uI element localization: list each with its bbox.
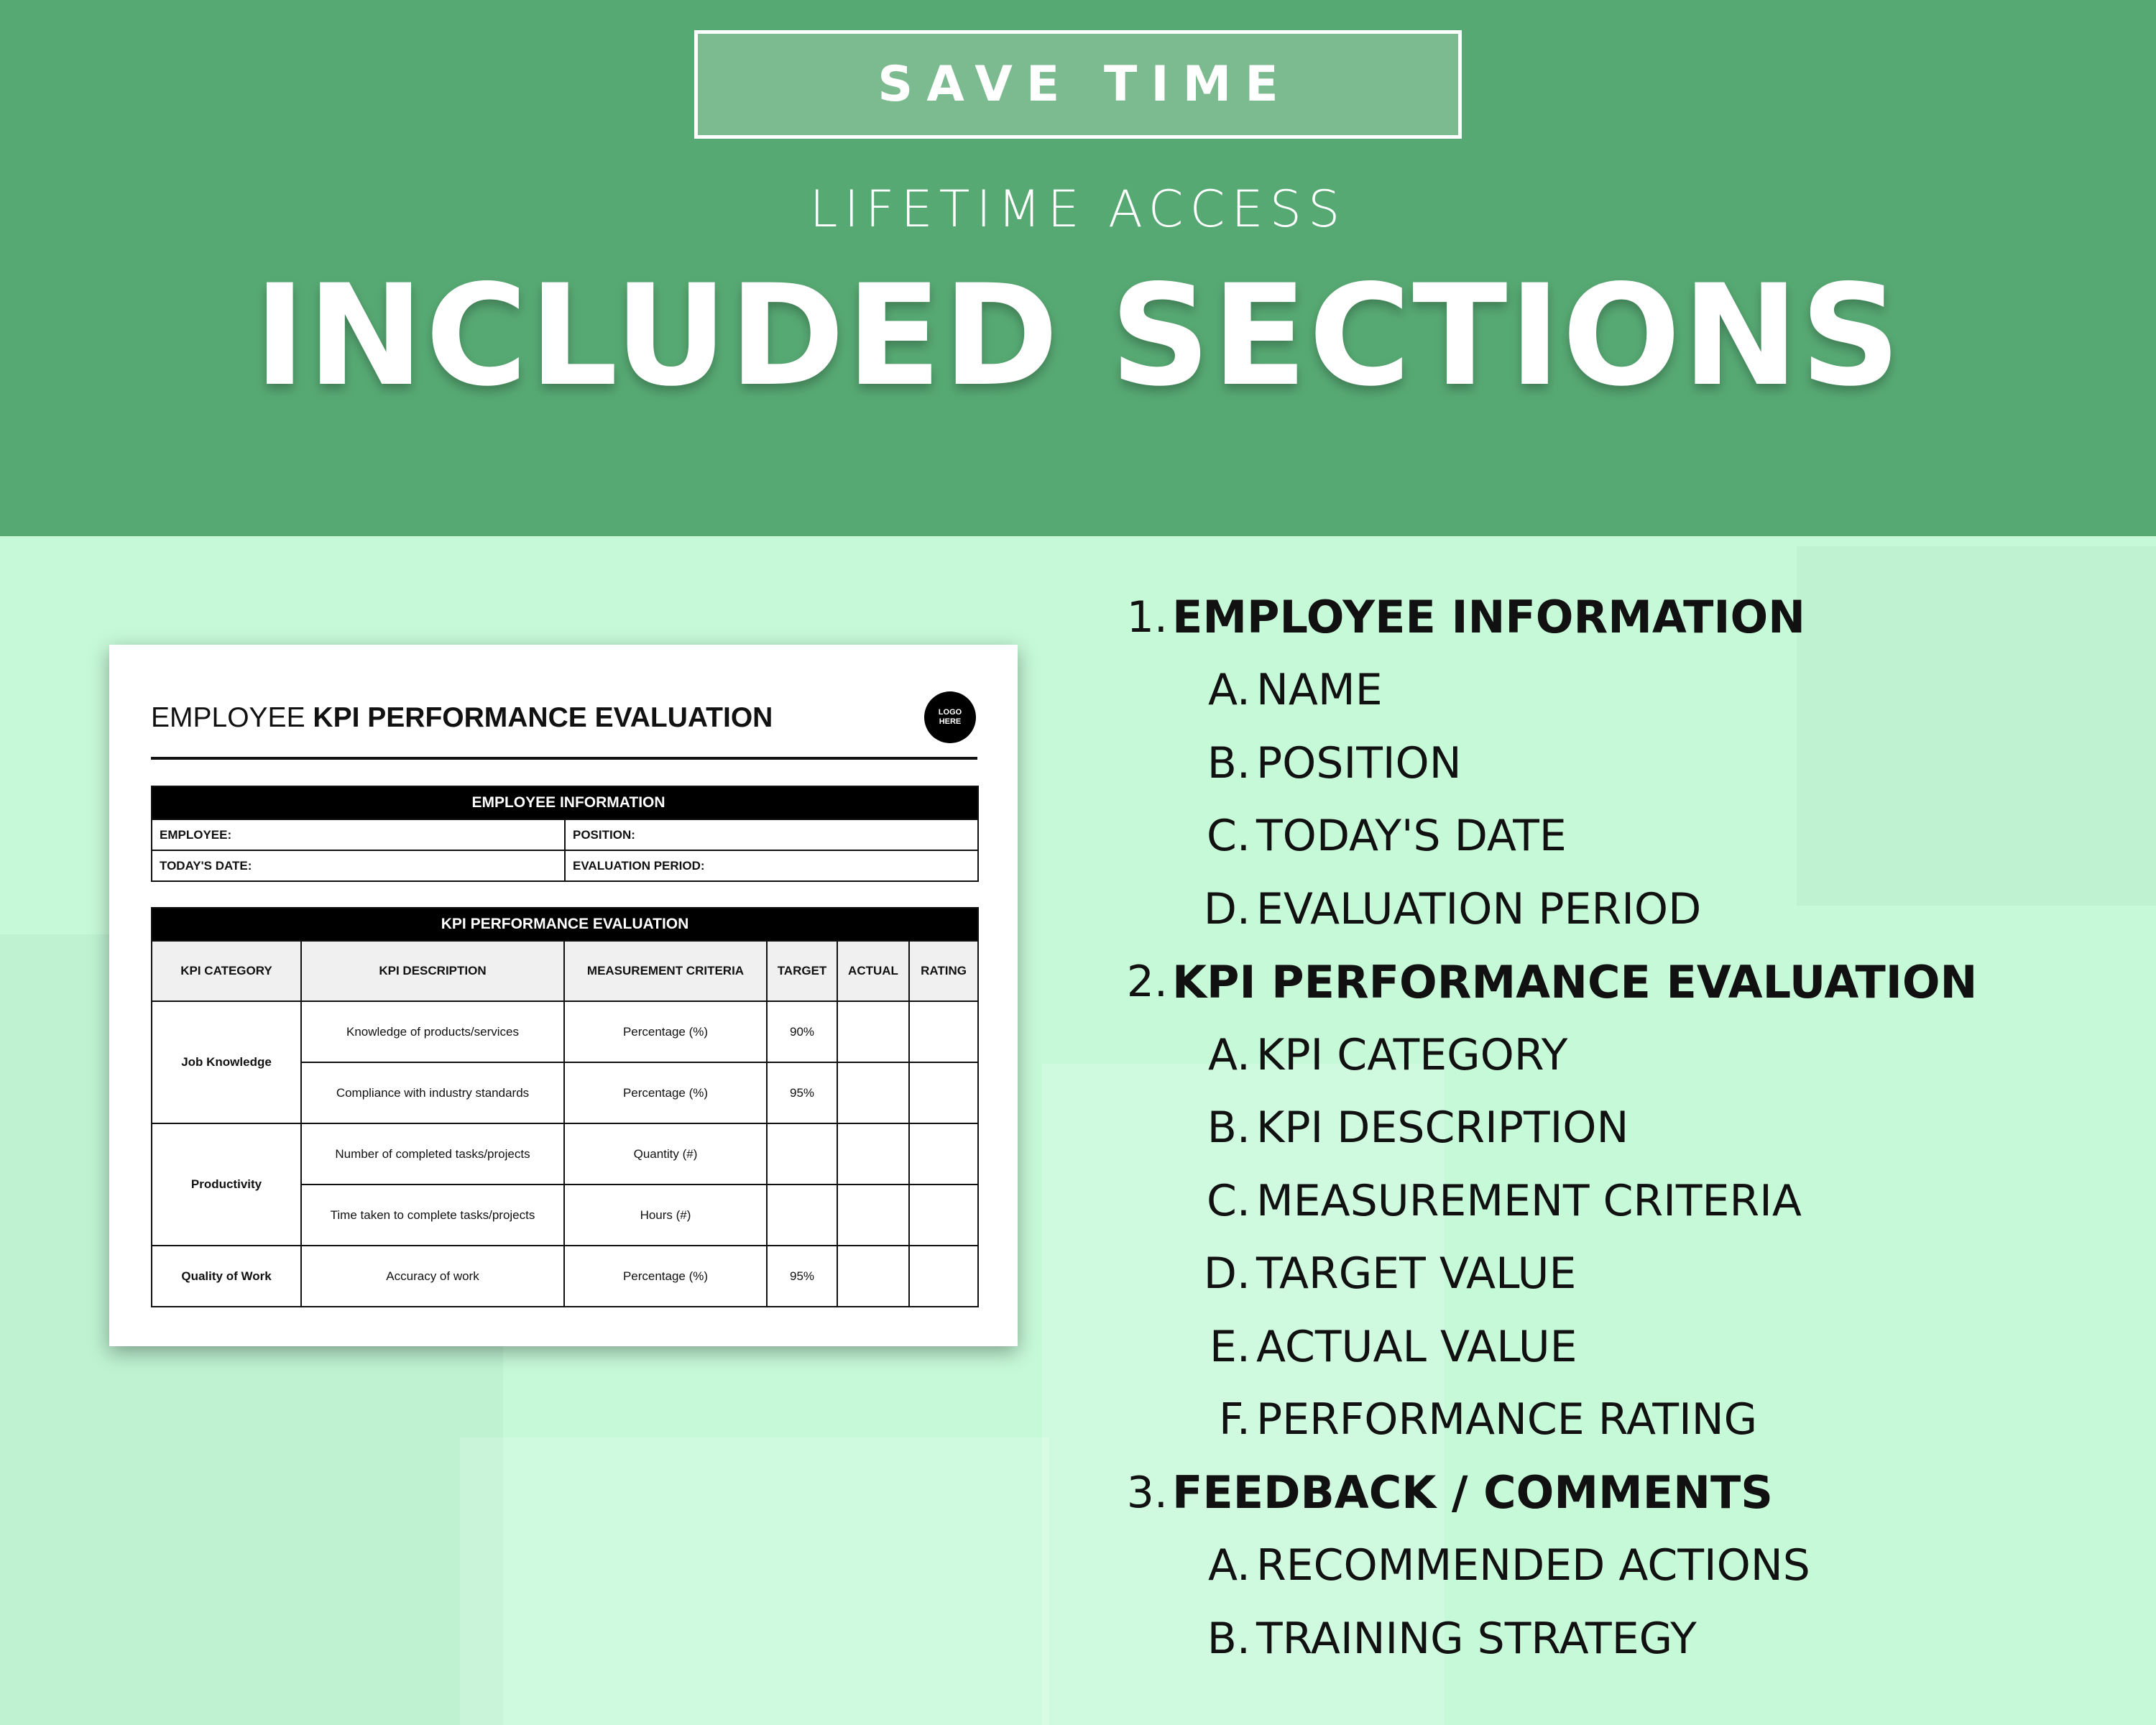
- section-item: [1121, 1602, 2142, 1675]
- criteria-cell: Quantity (#): [564, 1123, 767, 1184]
- item-letter: C.: [1207, 811, 1250, 862]
- item-label: TARGET VALUE: [1256, 1248, 1577, 1300]
- kpi-description-cell: Compliance with industry standards: [301, 1062, 564, 1123]
- item-letter: A.: [1207, 1540, 1250, 1591]
- actual-cell: [837, 1001, 909, 1062]
- item-letter: A.: [1207, 1029, 1250, 1080]
- todays-date-field: TODAY'S DATE:: [152, 850, 565, 881]
- section-item: [1121, 1384, 2142, 1457]
- column-header: KPI DESCRIPTION: [301, 941, 564, 1001]
- section-number: 1.: [1126, 592, 1168, 643]
- kpi-table: [151, 907, 979, 1307]
- employee-field: EMPLOYEE:: [152, 819, 565, 850]
- target-cell: [767, 1123, 837, 1184]
- actual-cell: [837, 1123, 909, 1184]
- save-time-badge: SAVE TIME: [694, 30, 1462, 139]
- item-label: TODAY'S DATE: [1256, 811, 1567, 862]
- evaluation-period-field: EVALUATION PERIOD:: [565, 850, 978, 881]
- subtitle: LIFETIME ACCESS: [809, 180, 1347, 239]
- section-item: [1121, 800, 2142, 873]
- section-item: [1121, 873, 2142, 946]
- logo-placeholder: [924, 691, 976, 743]
- item-letter: B.: [1207, 737, 1250, 788]
- section-item: [1121, 1238, 2142, 1311]
- section-number: 2.: [1126, 957, 1168, 1008]
- actual-cell: [837, 1184, 909, 1246]
- sections-list: [1121, 581, 2142, 1675]
- column-header: KPI CATEGORY: [152, 941, 301, 1001]
- criteria-cell: Hours (#): [564, 1184, 767, 1246]
- target-cell: 95%: [767, 1062, 837, 1123]
- item-label: KPI DESCRIPTION: [1256, 1103, 1629, 1154]
- table-row: [152, 1123, 978, 1184]
- kpi-description-cell: Number of completed tasks/projects: [301, 1123, 564, 1184]
- section-label: FEEDBACK / COMMENTS: [1172, 1466, 1773, 1519]
- section-item: [1121, 1530, 2142, 1603]
- section-heading: [1121, 581, 2142, 654]
- item-letter: D.: [1203, 883, 1250, 934]
- document-title-bold: KPI PERFORMANCE EVALUATION: [313, 702, 773, 733]
- background-shape: [460, 1438, 1049, 1725]
- item-label: EVALUATION PERIOD: [1256, 883, 1702, 934]
- logo-line-2: HERE: [939, 717, 962, 726]
- criteria-cell: Percentage (%): [564, 1001, 767, 1062]
- criteria-cell: Percentage (%): [564, 1246, 767, 1307]
- item-label: TRAINING STRATEGY: [1256, 1613, 1697, 1664]
- header-band: [0, 0, 2156, 536]
- item-letter: E.: [1210, 1321, 1250, 1372]
- page-title: INCLUDED SECTIONS: [254, 254, 1902, 417]
- document-preview: [109, 645, 1018, 1346]
- employee-info-header: EMPLOYEE INFORMATION: [152, 786, 978, 819]
- title-divider: [151, 757, 977, 760]
- section-label: KPI PERFORMANCE EVALUATION: [1172, 955, 1978, 1008]
- item-letter: F.: [1219, 1394, 1250, 1445]
- item-label: PERFORMANCE RATING: [1256, 1394, 1758, 1445]
- kpi-category-cell: Job Knowledge: [152, 1001, 301, 1123]
- rating-cell: [909, 1246, 978, 1307]
- rating-cell: [909, 1001, 978, 1062]
- section-item: [1121, 1092, 2142, 1165]
- kpi-table-header: KPI PERFORMANCE EVALUATION: [152, 908, 978, 941]
- item-letter: D.: [1203, 1248, 1250, 1300]
- column-header: RATING: [909, 941, 978, 1001]
- target-cell: 95%: [767, 1246, 837, 1307]
- column-header: TARGET: [767, 941, 837, 1001]
- kpi-description-cell: Time taken to complete tasks/projects: [301, 1184, 564, 1246]
- document-title-light: EMPLOYEE: [151, 702, 313, 733]
- item-letter: B.: [1207, 1103, 1250, 1154]
- item-label: MEASUREMENT CRITERIA: [1256, 1175, 1802, 1226]
- table-row: [152, 1001, 978, 1062]
- item-letter: B.: [1207, 1613, 1250, 1664]
- kpi-category-cell: Quality of Work: [152, 1246, 301, 1307]
- section-label: EMPLOYEE INFORMATION: [1172, 591, 1806, 644]
- table-row: [152, 1246, 978, 1307]
- item-label: KPI CATEGORY: [1256, 1029, 1568, 1080]
- item-label: NAME: [1256, 665, 1383, 716]
- target-cell: [767, 1184, 837, 1246]
- section-item: [1121, 727, 2142, 800]
- column-header: ACTUAL: [837, 941, 909, 1001]
- section-item: [1121, 654, 2142, 727]
- section-number: 3.: [1126, 1467, 1168, 1518]
- actual-cell: [837, 1246, 909, 1307]
- kpi-description-cell: Accuracy of work: [301, 1246, 564, 1307]
- item-label: POSITION: [1256, 737, 1462, 788]
- section-item: [1121, 1310, 2142, 1384]
- item-label: ACTUAL VALUE: [1256, 1321, 1577, 1372]
- rating-cell: [909, 1184, 978, 1246]
- column-header: MEASUREMENT CRITERIA: [564, 941, 767, 1001]
- section-item: [1121, 1018, 2142, 1092]
- item-letter: A.: [1207, 665, 1250, 716]
- item-label: RECOMMENDED ACTIONS: [1256, 1540, 1810, 1591]
- position-field: POSITION:: [565, 819, 978, 850]
- section-heading: [1121, 1456, 2142, 1530]
- kpi-description-cell: Knowledge of products/services: [301, 1001, 564, 1062]
- kpi-category-cell: Productivity: [152, 1123, 301, 1246]
- rating-cell: [909, 1123, 978, 1184]
- rating-cell: [909, 1062, 978, 1123]
- actual-cell: [837, 1062, 909, 1123]
- employee-info-table: [151, 786, 979, 882]
- logo-line-1: LOGO: [938, 707, 962, 717]
- document-title: [151, 702, 773, 734]
- target-cell: 90%: [767, 1001, 837, 1062]
- criteria-cell: Percentage (%): [564, 1062, 767, 1123]
- section-heading: [1121, 946, 2142, 1019]
- section-item: [1121, 1164, 2142, 1238]
- item-letter: C.: [1207, 1175, 1250, 1226]
